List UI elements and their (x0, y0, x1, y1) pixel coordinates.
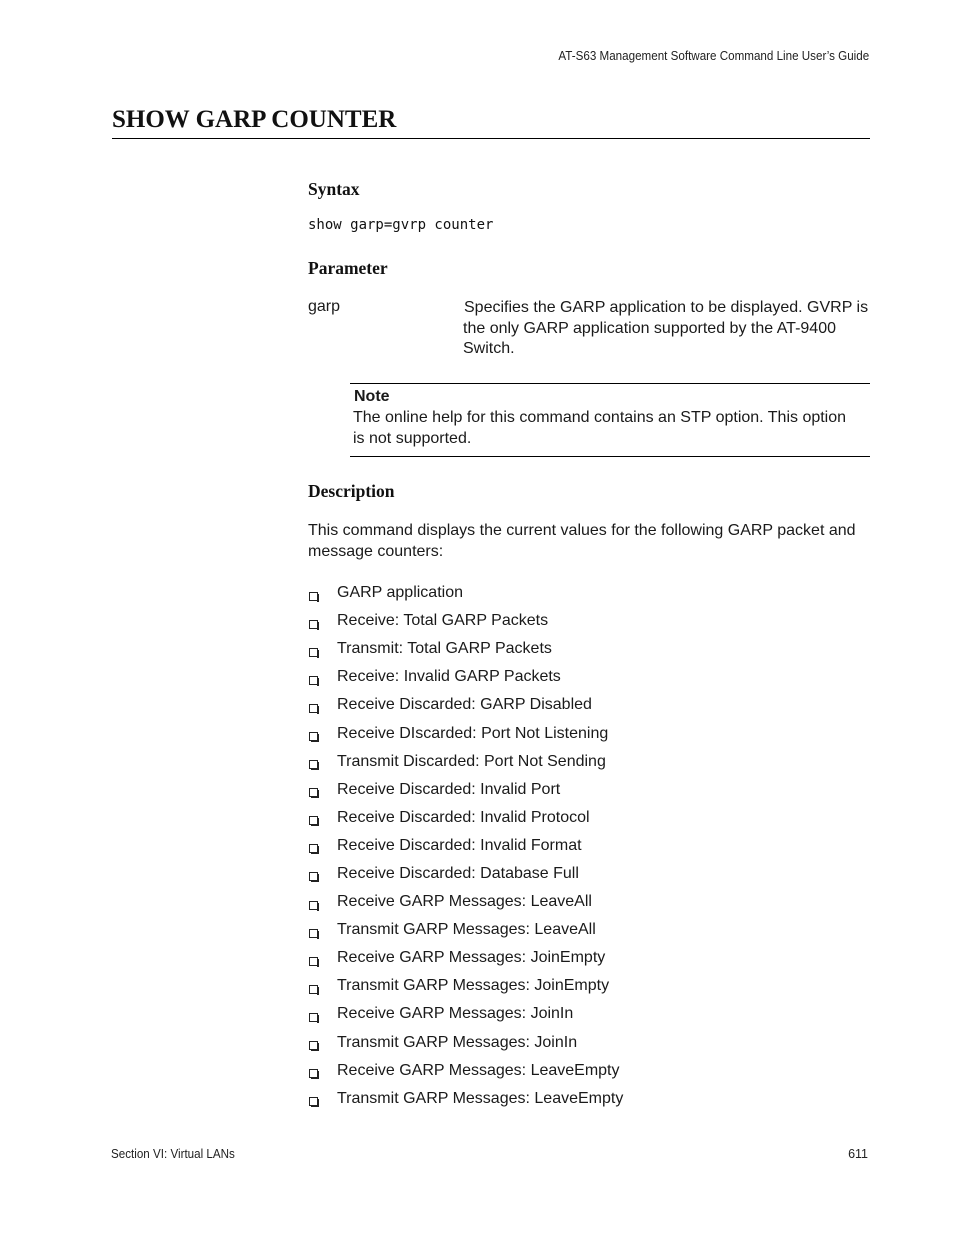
list-item-text: Transmit GARP Messages: LeaveEmpty (337, 1089, 624, 1107)
parameter-name: garp (308, 298, 341, 315)
list-item (308, 972, 623, 1000)
list-item-text: Receive GARP Messages: JoinIn (337, 1005, 574, 1023)
checkbox-bullet-icon (309, 704, 318, 713)
list-item-text: GARP application (337, 584, 463, 602)
list-item-text: Transmit GARP Messages: JoinEmpty (337, 977, 610, 995)
list-item-text: Receive GARP Messages: LeaveEmpty (337, 1061, 620, 1079)
list-item (308, 663, 623, 691)
list-item-text: Receive: Total GARP Packets (337, 612, 549, 630)
list-item-text: Transmit GARP Messages: LeaveAll (337, 921, 596, 939)
checkbox-bullet-icon (309, 872, 318, 881)
list-item (308, 748, 623, 776)
list-item (308, 860, 623, 888)
list-item (308, 888, 623, 916)
list-item (308, 1085, 623, 1113)
checkbox-bullet-icon (309, 732, 318, 741)
syntax-heading: Syntax (308, 179, 360, 199)
list-item (308, 916, 623, 944)
checkbox-bullet-icon (309, 1097, 318, 1106)
page-number: 611 (848, 1147, 868, 1161)
checkbox-bullet-icon (309, 620, 318, 629)
note-text: The online help for this command contains an STP option. This option is not supported. (353, 409, 847, 447)
checkbox-bullet-icon (309, 648, 318, 657)
parameter-description: Specifies the GARP application to be displayed. GVRP is the only GARP application supported by the AT-9400 Switch. (463, 299, 869, 357)
list-item-text: Receive GARP Messages: JoinEmpty (337, 949, 606, 967)
list-item (308, 1000, 623, 1028)
list-item-text: Receive Discarded: Invalid Format (337, 836, 582, 854)
parameter-heading: Parameter (308, 258, 388, 278)
checkbox-bullet-icon (309, 957, 318, 966)
counter-list (308, 579, 623, 1113)
checkbox-bullet-icon (309, 1013, 318, 1022)
checkbox-bullet-icon (309, 985, 318, 994)
checkbox-bullet-icon (309, 901, 318, 910)
checkbox-bullet-icon (309, 844, 318, 853)
checkbox-bullet-icon (309, 676, 318, 685)
list-item (308, 944, 623, 972)
description-text: This command displays the current values for the following GARP packet and message counters: (308, 522, 856, 560)
list-item-text: Receive Discarded: GARP Disabled (337, 696, 592, 714)
list-item-text: Receive: Invalid GARP Packets (337, 668, 561, 686)
list-item (308, 607, 623, 635)
checkbox-bullet-icon (309, 929, 318, 938)
list-item-text: Receive DIscarded: Port Not Listening (337, 724, 609, 742)
list-item-text: Transmit GARP Messages: JoinIn (337, 1033, 578, 1051)
running-head: AT-S63 Management Software Command Line User’s Guide (558, 49, 869, 63)
list-item-text: Receive Discarded: Invalid Protocol (337, 808, 590, 826)
list-item (308, 719, 623, 747)
note-label: Note (354, 388, 390, 405)
list-item-text: Receive Discarded: Database Full (337, 864, 579, 882)
syntax-command: show garp=gvrp counter (308, 217, 494, 233)
list-item (308, 691, 623, 719)
list-item (308, 832, 623, 860)
list-item (308, 1029, 623, 1057)
note-box (350, 383, 870, 457)
list-item (308, 579, 623, 607)
list-item-text: Transmit: Total GARP Packets (337, 640, 552, 658)
list-item (308, 804, 623, 832)
checkbox-bullet-icon (309, 1069, 318, 1078)
list-item (308, 1057, 623, 1085)
checkbox-bullet-icon (309, 592, 318, 601)
footer-section: Section VI: Virtual LANs (111, 1147, 235, 1161)
checkbox-bullet-icon (309, 816, 318, 825)
page-title: SHOW GARP COUNTER (112, 106, 870, 139)
checkbox-bullet-icon (309, 1041, 318, 1050)
list-item (308, 635, 623, 663)
checkbox-bullet-icon (309, 760, 318, 769)
checkbox-bullet-icon (309, 788, 318, 797)
list-item (308, 776, 623, 804)
list-item-text: Transmit Discarded: Port Not Sending (337, 752, 606, 770)
list-item-text: Receive Discarded: Invalid Port (337, 780, 561, 798)
list-item-text: Receive GARP Messages: LeaveAll (337, 893, 592, 911)
description-heading: Description (308, 481, 395, 501)
